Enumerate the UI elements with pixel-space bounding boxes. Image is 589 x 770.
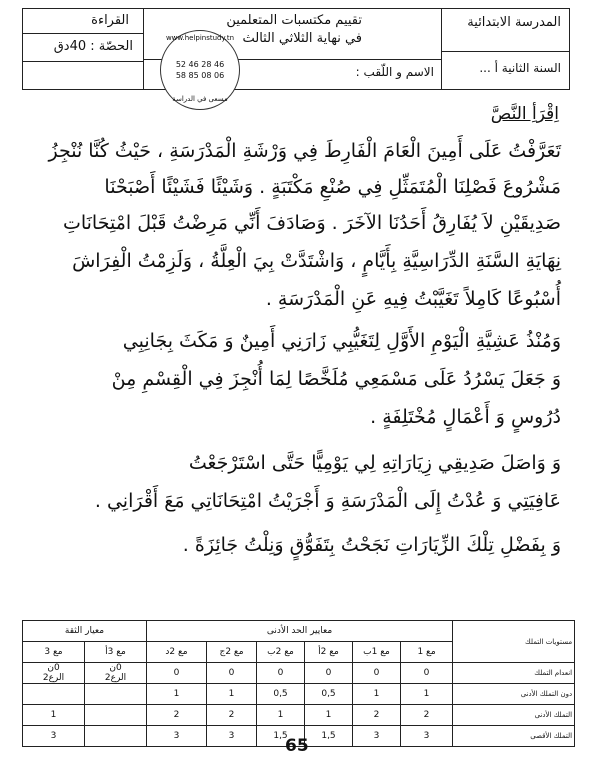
- criterion-header: مع 1: [401, 642, 453, 663]
- table-cell: 0ن الرع2: [85, 663, 147, 684]
- levels-header: مستويات التملك: [453, 621, 575, 663]
- criteria-table: [22, 620, 575, 747]
- criterion-header: مع 2ب: [257, 642, 305, 663]
- stamp-phone-2: 58 85 08 06: [175, 71, 225, 80]
- row-label: التملك الأدنى: [453, 705, 575, 726]
- text-line: وَ جَعَلَ يَسْرُدُ عَلَى مَسْمَعِي مُلَخَّصًا لِمَا أُنْجِزَ فِي الْقِسْمِ مِنْ: [111, 368, 561, 390]
- min-header: معايير الحد الأدنى: [147, 621, 453, 642]
- header-box: [22, 8, 570, 90]
- table-cell: 3: [207, 726, 257, 747]
- row-label: التملك الأقصى: [453, 726, 575, 747]
- subject-label: القراءة: [91, 13, 129, 28]
- text-line: تَعَرَّفْتُ عَلَى أَمِينَ الْعَامَ الْفَارِطَ فِي وَرْشَةِ الْمَدْرَسَةِ ، حَيْثُ كُنَّا نُنْجِزُ: [48, 140, 561, 162]
- table-row: [23, 705, 575, 726]
- table-cell: 2: [401, 705, 453, 726]
- criterion-header: مع 3أ: [85, 642, 147, 663]
- table-cell: [85, 684, 147, 705]
- table-cell: 1: [207, 684, 257, 705]
- school-label: المدرسة الابتدائية: [467, 15, 561, 30]
- text-heading: اِقْرَأِ النَّصَّ: [490, 104, 559, 124]
- text-line: وَ وَاصَلَ صَدِيقِي زِيَارَاتِهِ لِي يَوْمِيًّا حَتَّى اسْتَرْجَعْتُ: [188, 452, 561, 474]
- criterion-header: مع 2د: [147, 642, 207, 663]
- row-label: انعدام التملك: [453, 663, 575, 684]
- table-cell: 1: [147, 684, 207, 705]
- table-cell: 0: [207, 663, 257, 684]
- table-cell: 1: [305, 705, 353, 726]
- table-row: [23, 684, 575, 705]
- table-cell: 0,5: [305, 684, 353, 705]
- text-line: وَمُنْذُ عَشِيَّةِ الْيَوْمِ الأَوَّلِ لِتَغَيُّبِي زَارَنِي أَمِينٌ وَ مَكَثَ بِجَانِبِي: [122, 330, 561, 352]
- class-label: السنة الثانية أ ...: [479, 61, 561, 75]
- criterion-header: مع 2أ: [305, 642, 353, 663]
- table-row: [23, 663, 575, 684]
- table-cell: 0: [257, 663, 305, 684]
- text-line: نِهَايَةِ السَّنَةِ الدِّرَاسِيَّةِ بِأَيَّامٍ ، وَاشْتَدَّتْ بِيَ الْعِلَّةُ ، وَلَزِمْتُ الْفِرَاشَ: [72, 250, 561, 272]
- table-cell: [85, 726, 147, 747]
- table-cell: 3: [353, 726, 401, 747]
- table-cell: 1,5: [305, 726, 353, 747]
- table-cell: 3: [23, 726, 85, 747]
- table-cell: 1: [23, 705, 85, 726]
- table-cell: 0: [353, 663, 401, 684]
- text-line: أُسْبُوعًا كَامِلاً تَغَيَّبْتُ فِيهِ عَنِ الْمَدْرَسَةِ .: [265, 288, 561, 310]
- text-line: عَافِيَتِي وَ عُدْتُ إِلَى الْمَدْرَسَةِ وَ أَجْرَيْتُ امْتِحَانَاتِي مَعَ أَقْرَانِي .: [94, 490, 561, 512]
- table-cell: 0: [147, 663, 207, 684]
- table-cell: 3: [147, 726, 207, 747]
- table-cell: 0,5: [257, 684, 305, 705]
- table-cell: 2: [147, 705, 207, 726]
- text-line: مَشْرُوعَ فَصْلِنَا الْمُتَمَثِّلِ فِي صُنْعِ مَكْتَبَةٍ . وَشَيْئًا فَشَيْئًا أَصْبَحْنَا: [104, 176, 561, 198]
- table-cell: 2: [207, 705, 257, 726]
- table-cell: 3: [401, 726, 453, 747]
- table-cell: 2: [353, 705, 401, 726]
- title-line2: في نهاية الثلاثي الثالث: [242, 31, 362, 46]
- table-cell: 1: [353, 684, 401, 705]
- table-cell: [23, 684, 85, 705]
- row-label: دون التملك الأدنى: [453, 684, 575, 705]
- name-label: الاسم و اللّقب :: [355, 65, 434, 79]
- text-line: دُرُوسٍ وَ أَعْمَالٍ مُخْتَلِفَةٍ .: [370, 406, 561, 428]
- table-cell: 0ن الرع2: [23, 663, 85, 684]
- criterion-header: مع 3: [23, 642, 85, 663]
- text-line: صَدِيقَيْنِ لاَ يُفَارِقُ أَحَدُنَا الآخَرَ . وَصَادَفَ أَنِّي مَرِضْتُ قَبْلَ امْتِحَانَاتِ: [62, 212, 561, 234]
- stamp-footer: مسعى في الدراسة: [172, 95, 228, 103]
- page-number: 65: [285, 736, 309, 756]
- stamp-phone-1: 52 46 28 46: [175, 60, 225, 69]
- title-line1: تقييم مكتسبات المتعلمين: [226, 13, 362, 28]
- table-cell: 1: [257, 705, 305, 726]
- table-cell: 1,5: [257, 726, 305, 747]
- quality-header: معيار الثقة: [23, 621, 147, 642]
- table-cell: [85, 705, 147, 726]
- website-stamp: [160, 30, 240, 110]
- table-cell: 0: [305, 663, 353, 684]
- duration-label: الحصّة : 40دق: [53, 39, 133, 54]
- table-cell: 0: [401, 663, 453, 684]
- criterion-header: مع 2ج: [207, 642, 257, 663]
- table-cell: 1: [401, 684, 453, 705]
- criterion-header: مع 1ب: [353, 642, 401, 663]
- header-cell-school: [441, 9, 569, 89]
- header-cell-subject: [23, 9, 143, 89]
- stamp-website: www.helpinstudy.tn: [165, 34, 235, 42]
- text-line: وَ بِفَضْلِ تِلْكَ الزِّيَارَاتِ نَجَحْتُ بِتَفَوُّقٍ وَنِلْتُ جَائِزَةً .: [182, 534, 561, 556]
